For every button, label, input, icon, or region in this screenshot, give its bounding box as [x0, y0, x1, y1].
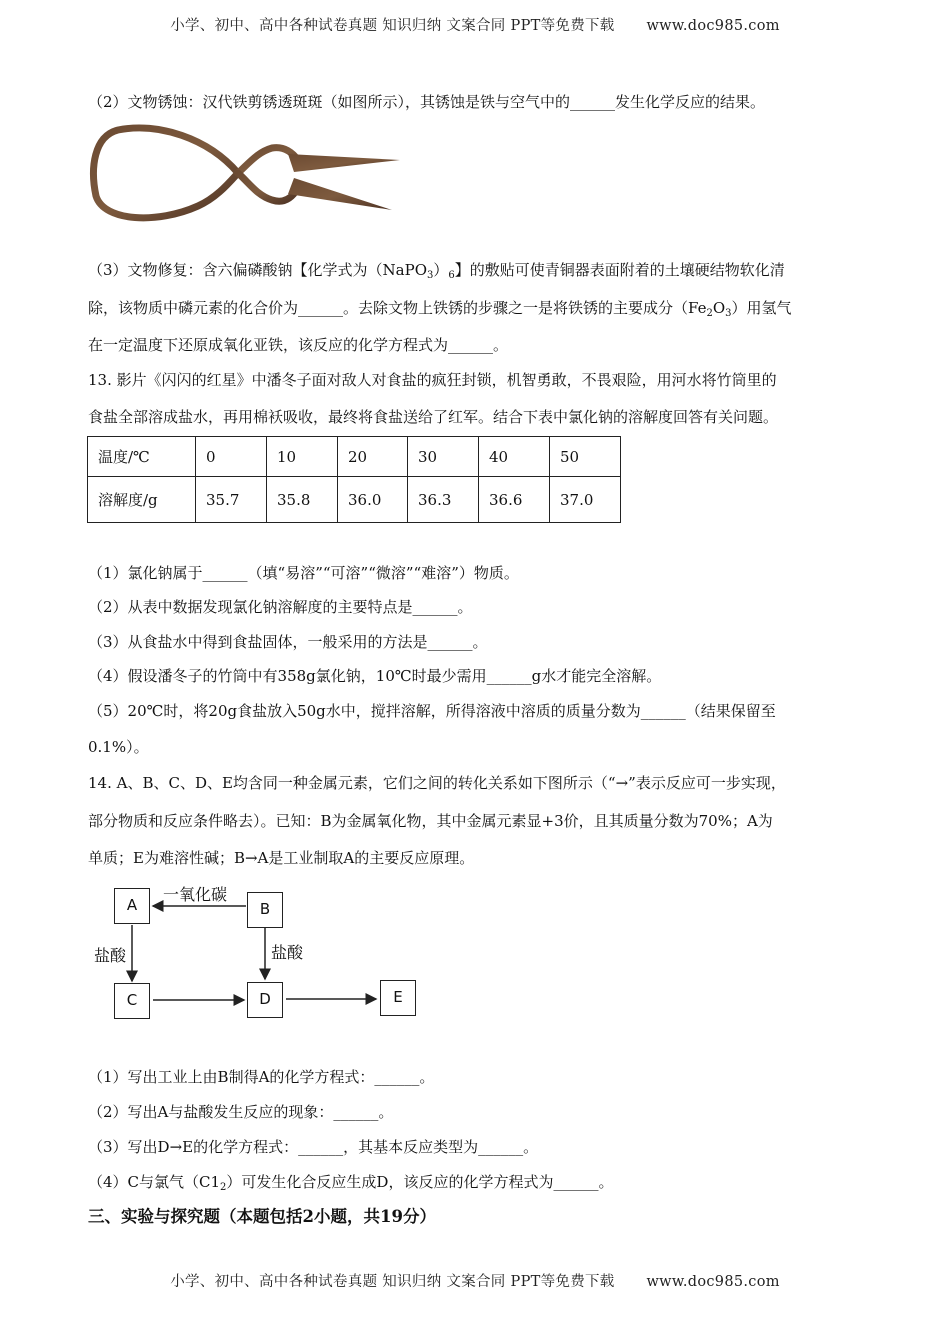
page-header: [0, 14, 950, 35]
rusty-scissors-image: [88, 118, 404, 230]
node-d: D: [247, 982, 283, 1018]
table-cell: 30: [408, 437, 479, 477]
table-cell: 0: [196, 437, 267, 477]
q14-sub4: （4）C与氯气$(C1_2)$可发生化合反应生成D，该反应的化学方程式为______。: [88, 1173, 614, 1193]
table-row: [88, 437, 621, 477]
table-cell: 36.0: [338, 477, 408, 523]
q14-intro-line2: 部分物质和反应条件略去）。已知：B为金属氧化物，其中金属元素显+3价，且其质量分数为70%；A为: [88, 812, 773, 830]
table-cell: 37.0: [550, 477, 621, 523]
q14-sub2: （2）写出A与盐酸发生反应的现象：______。: [88, 1103, 394, 1121]
table-cell: 36.6: [479, 477, 550, 523]
q13-intro-line1: 13. 影片《闪闪的红星》中潘冬子面对敌人对食盐的疯狂封锁，机智勇敢，不畏艰险，用河水将竹筒里的: [88, 371, 777, 389]
q13-sub5-line1: （5）20℃时，将20g食盐放入50g水中，搅拌溶解，所得溶液中溶质的质量分数为______（结果保留至: [88, 702, 776, 720]
q14-intro-line1: 14. A、B、C、D、E均含同一种金属元素，它们之间的转化关系如下图所示（“→”表示反应可一步实现，: [88, 774, 786, 792]
label-hydrochloric-acid-ac: 盐酸: [94, 946, 127, 965]
header-site: www.doc985.com: [646, 18, 780, 34]
label-carbon-monoxide: 一氧化碳: [163, 885, 228, 904]
section-3-heading: 三、实验与探究题（本题包括2小题，共19分）: [88, 1207, 436, 1226]
page-footer: [0, 1270, 950, 1291]
table-cell: 20: [338, 437, 408, 477]
table-cell: 36.3: [408, 477, 479, 523]
q13-sub5-line2: 0.1%）。: [88, 738, 149, 756]
node-c: C: [114, 983, 150, 1019]
q13-sub1: （1）氯化钠属于______（填“易溶”“可溶”“微溶”“难溶”）物质。: [88, 564, 519, 582]
q12-part3-line2: 除，该物质中磷元素的化合价为______。去除文物上铁锈的步骤之一是将铁锈的主要成分$(Fe_2O_3)$用氢气: [88, 299, 792, 319]
table-cell: 35.8: [267, 477, 338, 523]
q14-intro-line3: 单质；E为难溶性碱；B→A是工业制取A的主要反应原理。: [88, 849, 475, 867]
footer-text: 小学、初中、高中各种试卷真题 知识归纳 文案合同 PPT等免费下载: [170, 1274, 615, 1290]
q14-sub1: （1）写出工业上由B制得A的化学方程式：______。: [88, 1068, 435, 1086]
label-hydrochloric-acid-bd: 盐酸: [271, 943, 304, 962]
q13-intro-line2: 食盐全部溶成盐水，再用棉袄吸收，最终将食盐送给了红军。结合下表中氯化钠的溶解度回答有关问题。: [88, 408, 779, 426]
q12-part3-line3: 在一定温度下还原成氧化亚铁，该反应的化学方程式为______。: [88, 336, 509, 354]
table-row: [88, 477, 621, 523]
table-cell: 35.7: [196, 477, 267, 523]
q12-part2: （2）文物锈蚀：汉代铁剪锈透斑斑（如图所示），其锈蚀是铁与空气中的______发生化学反应的结果。: [88, 93, 766, 111]
table-cell: 溶解度/g: [88, 477, 196, 523]
solubility-table: [87, 436, 621, 523]
node-b: B: [247, 892, 283, 928]
q12-part3-line1: （3）文物修复：含六偏磷酸钠【化学式为$(NaPO_3)_6$】的敷贴可使青铜器表面附着的土壤硬结物软化清: [88, 261, 785, 281]
table-cell: 温度/℃: [88, 437, 196, 477]
node-e: E: [380, 980, 416, 1016]
table-cell: 50: [550, 437, 621, 477]
table-cell: 10: [267, 437, 338, 477]
q13-sub3: （3）从食盐水中得到食盐固体，一般采用的方法是______。: [88, 633, 488, 651]
header-text: 小学、初中、高中各种试卷真题 知识归纳 文案合同 PPT等免费下载: [170, 18, 615, 34]
q13-sub4: （4）假设潘冬子的竹筒中有358g氯化钠，10℃时最少需用______g水才能完全溶解。: [88, 667, 662, 685]
footer-site: www.doc985.com: [646, 1274, 780, 1290]
q13-sub2: （2）从表中数据发现氯化钠溶解度的主要特点是______。: [88, 598, 473, 616]
table-cell: 40: [479, 437, 550, 477]
node-a: A: [114, 888, 150, 924]
q14-sub3: （3）写出D→E的化学方程式：______，其基本反应类型为______。: [88, 1138, 539, 1156]
